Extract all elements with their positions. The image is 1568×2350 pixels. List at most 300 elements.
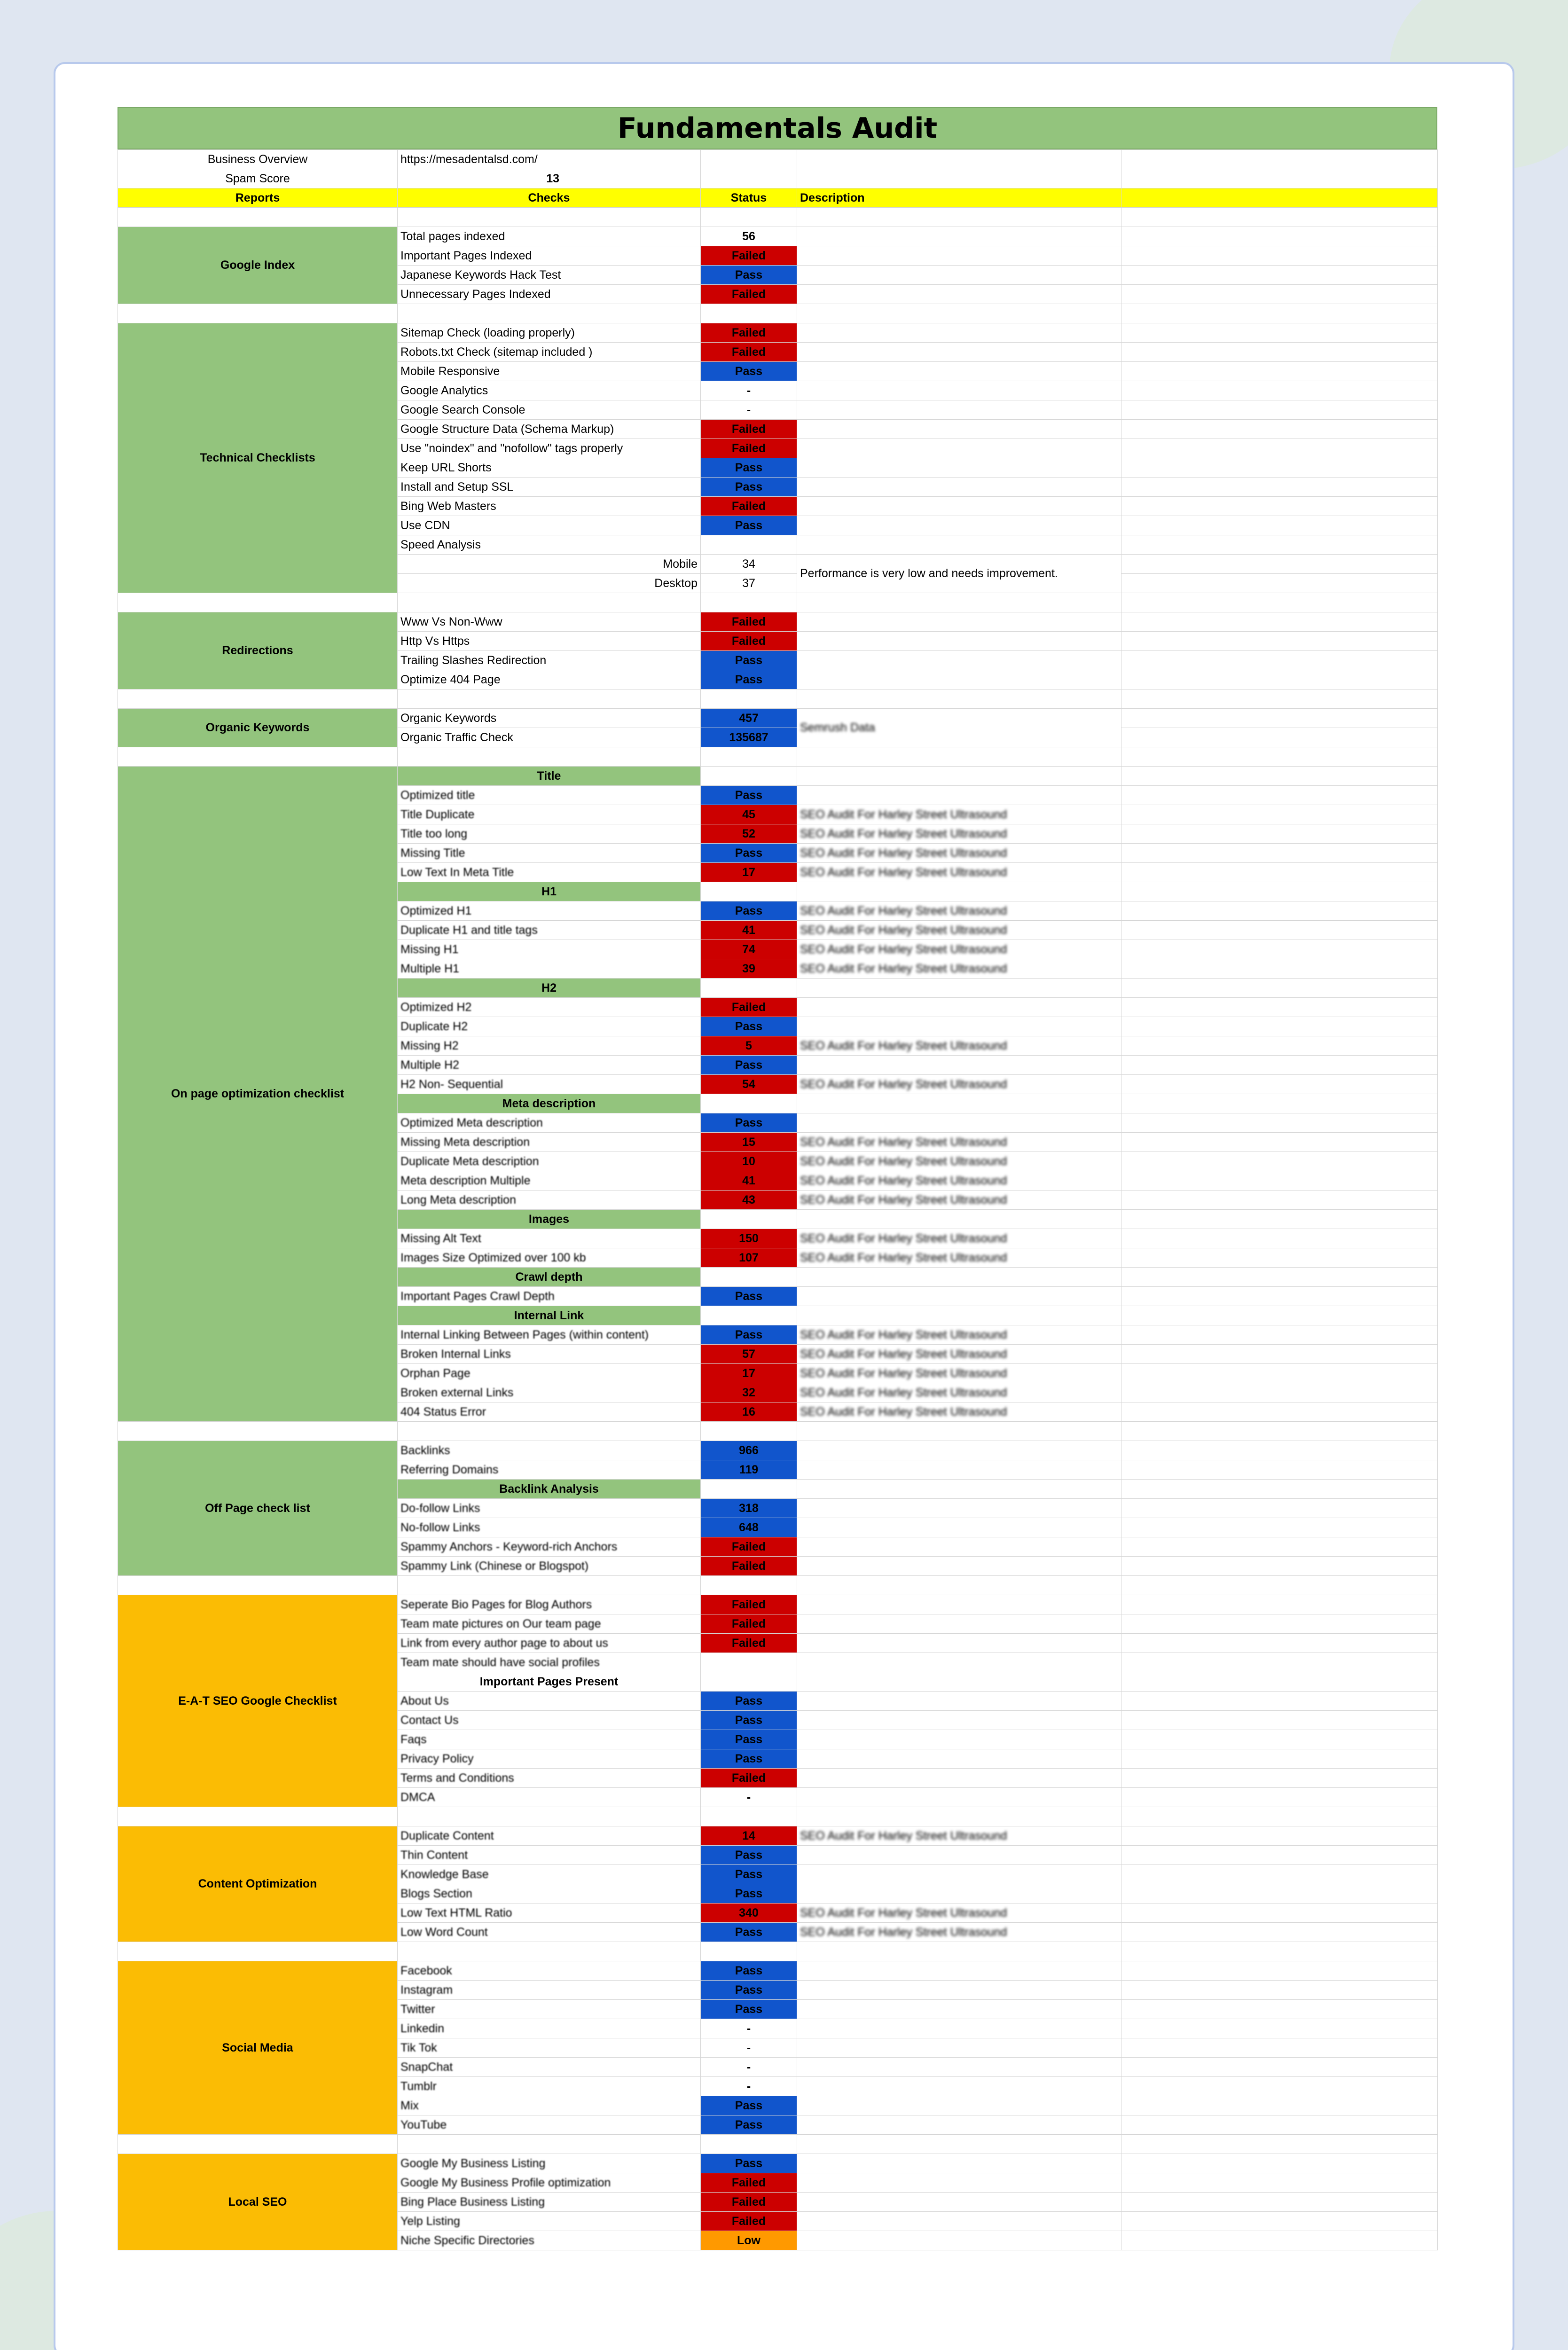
description-cell	[797, 2019, 1121, 2038]
check-label: Total pages indexed	[398, 227, 701, 246]
status-badge: -	[701, 1788, 797, 1807]
description-cell	[797, 1595, 1121, 1614]
description-cell	[797, 1653, 1121, 1672]
check-row	[118, 709, 1438, 728]
check-label: Do-follow Links	[398, 1499, 701, 1518]
section-label-redirections: Redirections	[118, 612, 398, 689]
status-badge: 119	[701, 1460, 797, 1480]
description-cell: SEO Audit For Harley Street Ultrasound	[797, 1248, 1121, 1268]
check-row	[118, 2154, 1438, 2173]
check-label: Sitemap Check (loading properly)	[398, 323, 701, 343]
status-badge: -	[701, 2058, 797, 2077]
status-badge: Pass	[701, 2000, 797, 2019]
check-label: Optimize 404 Page	[398, 670, 701, 689]
description-cell	[797, 2154, 1121, 2173]
status-badge: Failed	[701, 285, 797, 304]
check-row	[118, 1595, 1438, 1614]
description-cell	[797, 1884, 1121, 1904]
description-cell	[797, 323, 1121, 343]
check-label: Desktop	[398, 574, 701, 593]
section-label-e-a-t-seo-google-checklist: E-A-T SEO Google Checklist	[118, 1595, 398, 1807]
header-row	[118, 188, 1438, 208]
status-badge: 56	[701, 227, 797, 246]
check-label: Mix	[398, 2096, 701, 2115]
status-badge: 457	[701, 709, 797, 728]
status-badge: Failed	[701, 343, 797, 362]
status-badge: Pass	[701, 516, 797, 535]
description-cell: SEO Audit For Harley Street Ultrasound	[797, 1075, 1121, 1094]
status-badge: Failed	[701, 998, 797, 1017]
check-label: Use CDN	[398, 516, 701, 535]
description-cell: SEO Audit For Harley Street Ultrasound	[797, 921, 1121, 940]
check-label: Mobile Responsive	[398, 362, 701, 381]
check-label: Optimized title	[398, 786, 701, 805]
subsection-title: Internal Link	[398, 1306, 701, 1325]
description-cell	[797, 2212, 1121, 2231]
check-row	[118, 227, 1438, 246]
description-cell	[797, 381, 1121, 400]
description-cell	[797, 1614, 1121, 1634]
spacer-row	[118, 1807, 1438, 1826]
status-badge: 14	[701, 1826, 797, 1846]
status-badge: 41	[701, 921, 797, 940]
description-cell	[797, 343, 1121, 362]
status-badge: Pass	[701, 1923, 797, 1942]
description-cell	[797, 670, 1121, 689]
status-badge: Pass	[701, 651, 797, 670]
check-label: Broken Internal Links	[398, 1345, 701, 1364]
status-badge: 52	[701, 824, 797, 844]
check-label: Missing H2	[398, 1036, 701, 1056]
check-label: Team mate should have social profiles	[398, 1653, 701, 1672]
status-badge: 15	[701, 1133, 797, 1152]
status-badge: 17	[701, 1364, 797, 1383]
description-cell	[797, 1865, 1121, 1884]
check-label: Knowledge Base	[398, 1865, 701, 1884]
check-label: Tumblr	[398, 2077, 701, 2096]
status-badge: 45	[701, 805, 797, 824]
check-label: Www Vs Non-Www	[398, 612, 701, 632]
description-cell	[797, 1441, 1121, 1460]
description-cell	[797, 1634, 1121, 1653]
business-overview-label: Business Overview	[118, 150, 398, 169]
description-cell	[797, 1537, 1121, 1557]
section-label-local-seo: Local SEO	[118, 2154, 398, 2250]
check-label: Google My Business Profile optimization	[398, 2173, 701, 2193]
description-cell	[797, 420, 1121, 439]
subsection-title: Title	[398, 767, 701, 786]
description-cell	[797, 478, 1121, 497]
status-badge: Pass	[701, 1846, 797, 1865]
header-checks: Checks	[398, 188, 701, 208]
check-label: Unnecessary Pages Indexed	[398, 285, 701, 304]
check-label: Bing Web Masters	[398, 497, 701, 516]
check-label: Multiple H1	[398, 959, 701, 979]
description-cell: SEO Audit For Harley Street Ultrasound	[797, 863, 1121, 882]
check-label: Backlinks	[398, 1441, 701, 1460]
check-row	[118, 1961, 1438, 1981]
status-badge: 966	[701, 1441, 797, 1460]
description-cell	[797, 1730, 1121, 1749]
status-badge: Pass	[701, 478, 797, 497]
check-label: Important Pages Indexed	[398, 246, 701, 266]
description-cell	[797, 439, 1121, 458]
check-row	[118, 1441, 1438, 1460]
spreadsheet	[118, 107, 1437, 2250]
subsection-title: Backlink Analysis	[398, 1480, 701, 1499]
status-badge: -	[701, 381, 797, 400]
status-badge: Pass	[701, 1981, 797, 2000]
subsection-row	[118, 767, 1438, 786]
header-reports: Reports	[118, 188, 398, 208]
status-badge: 37	[701, 574, 797, 593]
description-cell	[797, 1017, 1121, 1036]
description-cell	[797, 266, 1121, 285]
status-badge: 648	[701, 1518, 797, 1537]
section-label-off-page-check-list: Off Page check list	[118, 1441, 398, 1576]
check-label: Optimized H2	[398, 998, 701, 1017]
audit-table	[118, 149, 1438, 2250]
status-badge: Failed	[701, 1769, 797, 1788]
check-label: Install and Setup SSL	[398, 478, 701, 497]
check-label: Faqs	[398, 1730, 701, 1749]
check-label: Google Analytics	[398, 381, 701, 400]
description-cell	[797, 2038, 1121, 2058]
spacer-row	[118, 1576, 1438, 1595]
description-cell	[797, 246, 1121, 266]
check-label: Spammy Anchors - Keyword-rich Anchors	[398, 1537, 701, 1557]
check-label: Broken external Links	[398, 1383, 701, 1402]
check-label: Keep URL Shorts	[398, 458, 701, 478]
check-label: Multiple H2	[398, 1056, 701, 1075]
check-label: Bing Place Business Listing	[398, 2193, 701, 2212]
description-cell	[797, 1557, 1121, 1576]
description-cell: SEO Audit For Harley Street Ultrasound	[797, 940, 1121, 959]
status-badge: -	[701, 2077, 797, 2096]
description-cell	[797, 612, 1121, 632]
check-label: Niche Specific Directories	[398, 2231, 701, 2250]
subsection-title: Meta description	[398, 1094, 701, 1113]
check-label: Title Duplicate	[398, 805, 701, 824]
status-badge: Pass	[701, 266, 797, 285]
spacer-row	[118, 1942, 1438, 1961]
check-label: No-follow Links	[398, 1518, 701, 1537]
description-cell	[797, 1711, 1121, 1730]
check-label: YouTube	[398, 2115, 701, 2135]
description-cell	[797, 1113, 1121, 1133]
status-badge: Pass	[701, 1113, 797, 1133]
description-cell: SEO Audit For Harley Street Ultrasound	[797, 1383, 1121, 1402]
description-cell	[797, 2231, 1121, 2250]
status-badge: Failed	[701, 1595, 797, 1614]
section-label-social-media: Social Media	[118, 1961, 398, 2135]
status-badge: Pass	[701, 2154, 797, 2173]
check-label: Organic Keywords	[398, 709, 701, 728]
status-badge: Pass	[701, 1961, 797, 1981]
status-badge: Failed	[701, 420, 797, 439]
header-description: Description	[797, 188, 1121, 208]
subsection-title: Important Pages Present	[398, 1672, 701, 1692]
status-badge: Pass	[701, 786, 797, 805]
status-badge	[701, 535, 797, 555]
description-cell: SEO Audit For Harley Street Ultrasound	[797, 1923, 1121, 1942]
description-cell	[797, 516, 1121, 535]
subsection-title: H1	[398, 882, 701, 901]
section-label-on-page-optimization-checklist: On page optimization checklist	[118, 767, 398, 1422]
check-label: Facebook	[398, 1961, 701, 1981]
check-label: Low Text HTML Ratio	[398, 1904, 701, 1923]
check-label: Yelp Listing	[398, 2212, 701, 2231]
check-label: Link from every author page to about us	[398, 1634, 701, 1653]
description-cell	[797, 2115, 1121, 2135]
status-badge: Pass	[701, 670, 797, 689]
check-label: Blogs Section	[398, 1884, 701, 1904]
check-label: Privacy Policy	[398, 1749, 701, 1769]
description-cell	[797, 1499, 1121, 1518]
description-cell: SEO Audit For Harley Street Ultrasound	[797, 1325, 1121, 1345]
description-cell: SEO Audit For Harley Street Ultrasound	[797, 1826, 1121, 1846]
check-label: 404 Status Error	[398, 1402, 701, 1422]
status-badge: 107	[701, 1248, 797, 1268]
status-badge: Pass	[701, 458, 797, 478]
status-badge: Failed	[701, 439, 797, 458]
check-label: Optimized H1	[398, 901, 701, 921]
check-label: Missing H1	[398, 940, 701, 959]
status-badge: Pass	[701, 1056, 797, 1075]
status-badge: Failed	[701, 632, 797, 651]
status-badge: Pass	[701, 844, 797, 863]
description-cell: SEO Audit For Harley Street Ultrasound	[797, 1171, 1121, 1191]
status-badge: 5	[701, 1036, 797, 1056]
check-label: Contact Us	[398, 1711, 701, 1730]
status-badge: Failed	[701, 1614, 797, 1634]
check-label: Missing Meta description	[398, 1133, 701, 1152]
description-cell: SEO Audit For Harley Street Ultrasound	[797, 1345, 1121, 1364]
description-cell	[797, 632, 1121, 651]
status-badge: Pass	[701, 1884, 797, 1904]
description-cell	[797, 535, 1121, 555]
status-badge: Pass	[701, 1711, 797, 1730]
status-badge: 135687	[701, 728, 797, 747]
header-status: Status	[701, 188, 797, 208]
check-row	[118, 612, 1438, 632]
status-badge: 16	[701, 1402, 797, 1422]
status-badge: Pass	[701, 2096, 797, 2115]
status-badge: 74	[701, 940, 797, 959]
check-label: Missing Alt Text	[398, 1229, 701, 1248]
check-label: Duplicate Meta description	[398, 1152, 701, 1171]
description-cell: SEO Audit For Harley Street Ultrasound	[797, 1191, 1121, 1210]
status-badge: 54	[701, 1075, 797, 1094]
status-badge	[701, 1653, 797, 1672]
status-badge: Failed	[701, 1557, 797, 1576]
check-label: Robots.txt Check (sitemap included )	[398, 343, 701, 362]
check-label: DMCA	[398, 1788, 701, 1807]
description-cell	[797, 285, 1121, 304]
description-cell	[797, 362, 1121, 381]
status-badge: Pass	[701, 362, 797, 381]
description-cell	[797, 1056, 1121, 1075]
description-cell: SEO Audit For Harley Street Ultrasound	[797, 1036, 1121, 1056]
description-cell: SEO Audit For Harley Street Ultrasound	[797, 1402, 1121, 1422]
check-label: Meta description Multiple	[398, 1171, 701, 1191]
business-overview-row	[118, 150, 1438, 169]
description-cell	[797, 1846, 1121, 1865]
section-label-google-index: Google Index	[118, 227, 398, 304]
status-badge: 57	[701, 1345, 797, 1364]
description-cell: SEO Audit For Harley Street Ultrasound	[797, 901, 1121, 921]
status-badge: Failed	[701, 2173, 797, 2193]
description-cell	[797, 1961, 1121, 1981]
description-cell	[797, 786, 1121, 805]
description-cell	[797, 227, 1121, 246]
status-badge: Pass	[701, 1730, 797, 1749]
status-badge: Pass	[701, 1325, 797, 1345]
check-label: H2 Non- Sequential	[398, 1075, 701, 1094]
status-badge: Pass	[701, 1692, 797, 1711]
check-label: Seperate Bio Pages for Blog Authors	[398, 1595, 701, 1614]
description-cell	[797, 1287, 1121, 1306]
status-badge: Pass	[701, 1287, 797, 1306]
check-label: Team mate pictures on Our team page	[398, 1614, 701, 1634]
description-cell	[797, 1981, 1121, 2000]
description-cell: SEO Audit For Harley Street Ultrasound	[797, 959, 1121, 979]
description-cell	[797, 2077, 1121, 2096]
section-label-content-optimization: Content Optimization	[118, 1826, 398, 1942]
spam-score-row	[118, 169, 1438, 188]
check-label: Orphan Page	[398, 1364, 701, 1383]
status-badge: 32	[701, 1383, 797, 1402]
status-badge: Failed	[701, 497, 797, 516]
check-label: Title too long	[398, 824, 701, 844]
status-badge: Pass	[701, 2115, 797, 2135]
check-label: Use "noindex" and "nofollow" tags properly	[398, 439, 701, 458]
check-label: SnapChat	[398, 2058, 701, 2077]
status-badge: -	[701, 2019, 797, 2038]
description-cell	[797, 1518, 1121, 1537]
status-badge: Failed	[701, 612, 797, 632]
description-cell	[797, 497, 1121, 516]
status-badge: -	[701, 2038, 797, 2058]
status-badge: 10	[701, 1152, 797, 1171]
description-cell	[797, 651, 1121, 670]
spacer-row	[118, 208, 1438, 227]
check-label: Internal Linking Between Pages (within content)	[398, 1325, 701, 1345]
status-badge: 43	[701, 1191, 797, 1210]
status-badge: Low	[701, 2231, 797, 2250]
check-label: Spammy Link (Chinese or Blogspot)	[398, 1557, 701, 1576]
check-label: Long Meta description	[398, 1191, 701, 1210]
description-cell: SEO Audit For Harley Street Ultrasound	[797, 1133, 1121, 1152]
status-badge: Failed	[701, 2193, 797, 2212]
status-badge: 17	[701, 863, 797, 882]
status-badge: 340	[701, 1904, 797, 1923]
spacer-row	[118, 304, 1438, 323]
spam-score-value: 13	[398, 169, 701, 188]
check-label: Low Text In Meta Title	[398, 863, 701, 882]
description-cell	[797, 2193, 1121, 2212]
description-cell	[797, 2000, 1121, 2019]
section-label-technical-checklists: Technical Checklists	[118, 323, 398, 593]
check-label: Duplicate Content	[398, 1826, 701, 1846]
description-cell	[797, 1788, 1121, 1807]
business-url-link[interactable]: https://mesadentalsd.com/	[398, 150, 701, 169]
check-label: Google My Business Listing	[398, 2154, 701, 2173]
check-label: Thin Content	[398, 1846, 701, 1865]
spacer-row	[118, 689, 1438, 709]
status-badge: Pass	[701, 1017, 797, 1036]
check-label: Duplicate H1 and title tags	[398, 921, 701, 940]
sheet-title: Fundamentals Audit	[118, 107, 1437, 149]
status-badge: Failed	[701, 1537, 797, 1557]
check-row	[118, 1826, 1438, 1846]
description-cell	[797, 2173, 1121, 2193]
description-cell: SEO Audit For Harley Street Ultrasound	[797, 805, 1121, 824]
check-label: Trailing Slashes Redirection	[398, 651, 701, 670]
status-badge: Failed	[701, 246, 797, 266]
check-label: Mobile	[398, 555, 701, 574]
status-badge: 41	[701, 1171, 797, 1191]
description-cell: SEO Audit For Harley Street Ultrasound	[797, 1904, 1121, 1923]
description-cell	[797, 1460, 1121, 1480]
spacer-row	[118, 1422, 1438, 1441]
check-label: Linkedin	[398, 2019, 701, 2038]
spam-score-label: Spam Score	[118, 169, 398, 188]
check-label: Speed Analysis	[398, 535, 701, 555]
section-label-organic-keywords: Organic Keywords	[118, 709, 398, 747]
status-badge: Failed	[701, 2212, 797, 2231]
description-cell	[797, 1692, 1121, 1711]
status-badge: Pass	[701, 901, 797, 921]
description-cell: SEO Audit For Harley Street Ultrasound	[797, 1152, 1121, 1171]
check-label: Japanese Keywords Hack Test	[398, 266, 701, 285]
check-label: Terms and Conditions	[398, 1769, 701, 1788]
description-cell: SEO Audit For Harley Street Ultrasound	[797, 824, 1121, 844]
description-cell	[797, 2058, 1121, 2077]
spacer-row	[118, 593, 1438, 612]
check-label: Important Pages Crawl Depth	[398, 1287, 701, 1306]
status-badge: Pass	[701, 1749, 797, 1769]
status-badge: Pass	[701, 1865, 797, 1884]
check-label: Referring Domains	[398, 1460, 701, 1480]
check-label: Tik Tok	[398, 2038, 701, 2058]
subsection-title: H2	[398, 979, 701, 998]
description-cell: SEO Audit For Harley Street Ultrasound	[797, 1229, 1121, 1248]
check-label: Missing Title	[398, 844, 701, 863]
organic-data-source: Semrush Data	[797, 709, 1121, 747]
check-label: Http Vs Https	[398, 632, 701, 651]
description-cell: SEO Audit For Harley Street Ultrasound	[797, 844, 1121, 863]
status-badge: -	[701, 400, 797, 420]
description-cell	[797, 458, 1121, 478]
subsection-title: Crawl depth	[398, 1268, 701, 1287]
description-cell	[797, 1749, 1121, 1769]
description-cell	[797, 1769, 1121, 1788]
status-badge: Failed	[701, 1634, 797, 1653]
status-badge: 150	[701, 1229, 797, 1248]
check-label: Instagram	[398, 1981, 701, 2000]
check-label: Low Word Count	[398, 1923, 701, 1942]
status-badge: 39	[701, 959, 797, 979]
status-badge: 34	[701, 555, 797, 574]
description-cell	[797, 400, 1121, 420]
check-label: Optimized Meta description	[398, 1113, 701, 1133]
check-label: About Us	[398, 1692, 701, 1711]
check-row	[118, 323, 1438, 343]
description-cell	[797, 2096, 1121, 2115]
check-label: Twitter	[398, 2000, 701, 2019]
spacer-row	[118, 2135, 1438, 2154]
